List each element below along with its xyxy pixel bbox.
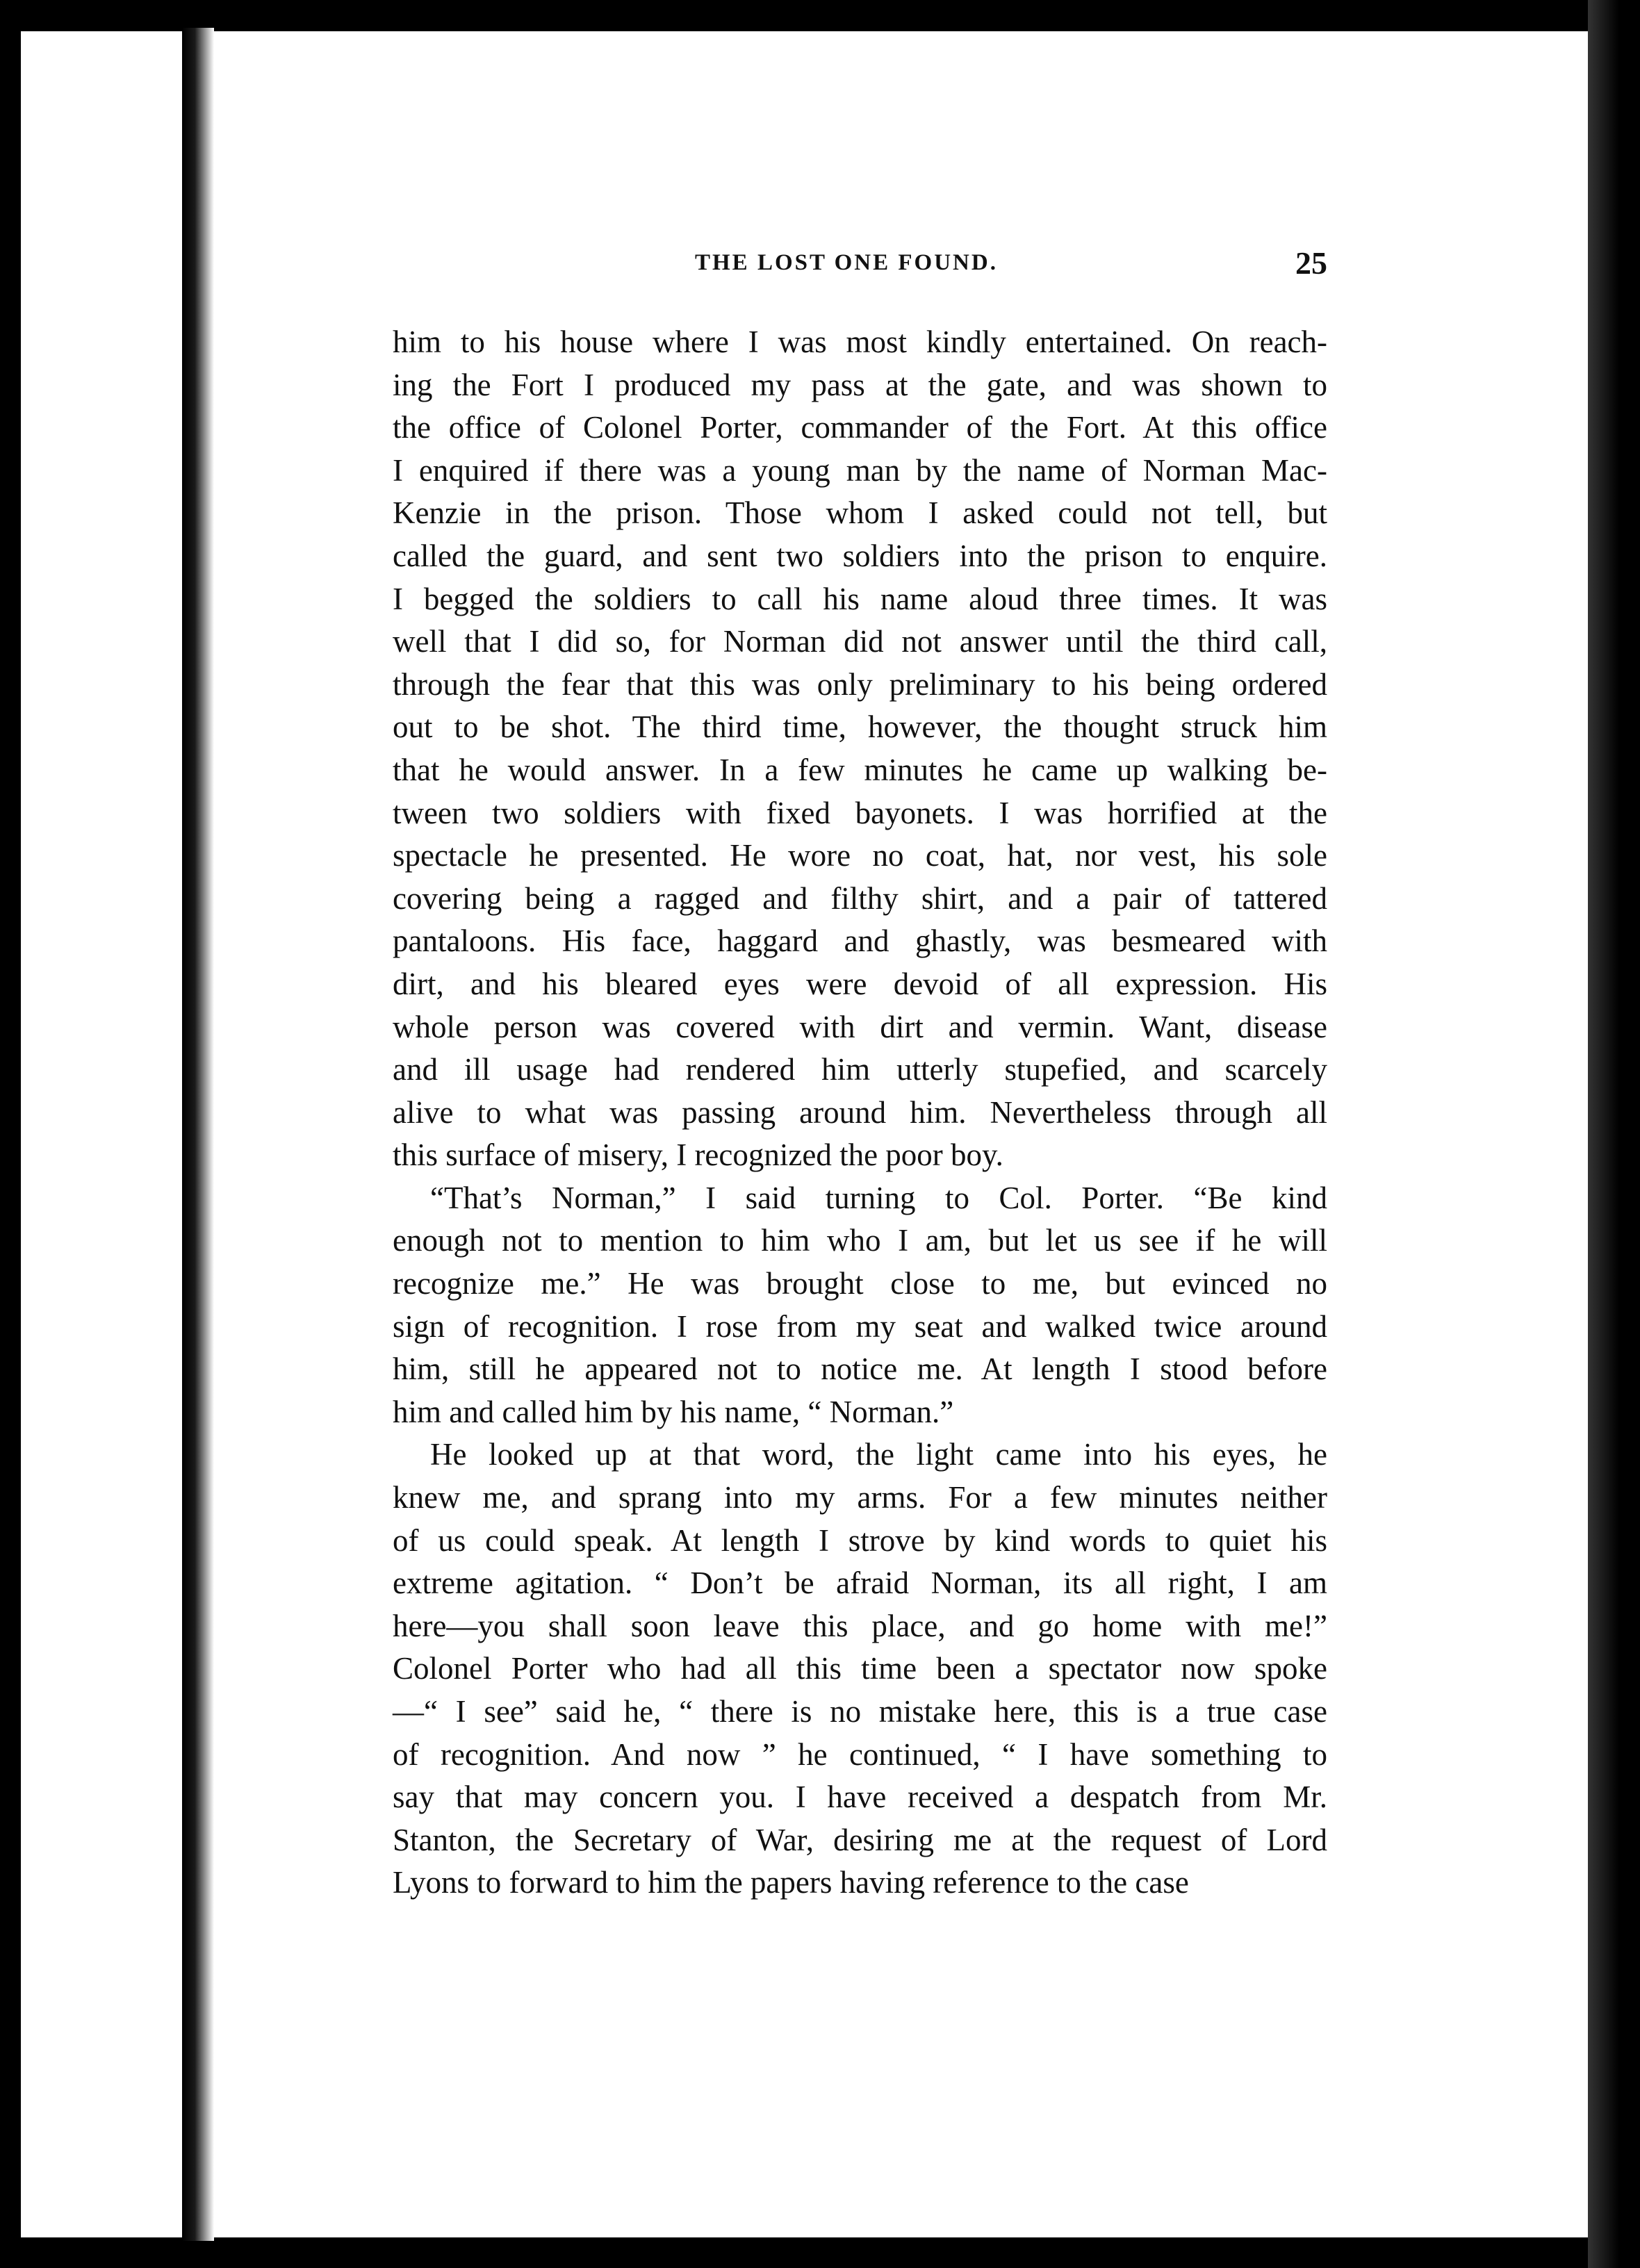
text-line: tween two soldiers with fixed bayonets. I was horrified at the — [393, 795, 1327, 830]
book-gutter — [182, 28, 214, 2241]
text-line: well that I did so, for Norman did not answer until the third call, — [393, 624, 1327, 659]
left-scan-edge — [0, 0, 21, 2268]
text-line: “That’s Norman,” I said turning to Col. Porter. “Be kind — [430, 1180, 1327, 1215]
body-text — [393, 321, 1327, 1905]
text-line: Stanton, the Secretary of War, desiring me at the request of Lord — [393, 1822, 1327, 1857]
text-line: called the guard, and sent two soldiers into the prison to enquire. — [393, 538, 1327, 573]
page-number: 25 — [1295, 245, 1327, 281]
text-line: recognize me.” He was brought close to me, but evinced no — [393, 1266, 1327, 1301]
text-line: that he would answer. In a few minutes he came up walking be- — [393, 752, 1327, 787]
text-line: and ill usage had rendered him utterly stupefied, and scarcely — [393, 1052, 1327, 1087]
running-header — [389, 245, 1327, 292]
text-line: this surface of misery, I recognized the poor boy. — [393, 1137, 1003, 1173]
text-line: the office of Colonel Porter, commander of the Fort. At this office — [393, 410, 1327, 445]
text-line: through the fear that this was only preliminary to his being ordered — [393, 666, 1327, 702]
running-title: THE LOST ONE FOUND. — [695, 250, 998, 275]
text-line: enough not to mention to him who I am, but let us see if he will — [393, 1223, 1327, 1258]
text-line: alive to what was passing around him. Nevertheless through all — [393, 1094, 1327, 1130]
text-line: He looked up at that word, the light came into his eyes, he — [430, 1437, 1327, 1472]
text-line: him and called him by his name, “ Norman.” — [393, 1394, 954, 1429]
text-line: sign of recognition. I rose from my seat and walked twice around — [393, 1308, 1327, 1344]
text-line: spectacle he presented. He wore no coat, hat, nor vest, his sole — [393, 838, 1327, 873]
text-line: him, still he appeared not to notice me. At length I stood before — [393, 1351, 1327, 1387]
right-page-edge — [1588, 0, 1640, 2268]
text-line: —“ I see” said he, “ there is no mistake here, this is a true case — [393, 1694, 1327, 1729]
text-line: Colonel Porter who had all this time been a spectator now spoke — [393, 1651, 1327, 1686]
text-line: I begged the soldiers to call his name aloud three times. It was — [393, 581, 1327, 616]
text-line: of recognition. And now ” he continued, “ I have something to — [393, 1736, 1327, 1772]
text-line: say that may concern you. I have received a despatch from Mr. — [393, 1780, 1327, 1815]
paragraph — [393, 321, 1327, 1177]
text-line: I enquired if there was a young man by the name of Norman Mac- — [393, 452, 1327, 488]
text-line: Lyons to forward to him the papers having reference to the case — [393, 1865, 1189, 1900]
text-line: extreme agitation. “ Don’t be afraid Norman, its all right, I am — [393, 1566, 1327, 1601]
paragraph — [393, 1177, 1327, 1434]
text-line: pantaloons. His face, haggard and ghastly, was besmeared with — [393, 923, 1327, 959]
text-line: out to be shot. The third time, however, the thought struck him — [393, 709, 1327, 745]
paragraph — [393, 1433, 1327, 1905]
text-line: ing the Fort I produced my pass at the gate, and was shown to — [393, 367, 1327, 402]
text-line: Kenzie in the prison. Those whom I asked could not tell, but — [393, 495, 1327, 531]
text-line: dirt, and his bleared eyes were devoid of all expression. His — [393, 966, 1327, 1001]
text-line: him to his house where I was most kindly entertained. On reach- — [393, 324, 1327, 359]
text-line: covering being a ragged and filthy shirt, and a pair of tattered — [393, 880, 1327, 916]
text-line: knew me, and sprang into my arms. For a few minutes neither — [393, 1480, 1327, 1515]
text-line: of us could speak. At length I strove by kind words to quiet his — [393, 1522, 1327, 1558]
facing-page-margin — [0, 31, 182, 2237]
text-line: whole person was covered with dirt and vermin. Want, disease — [393, 1009, 1327, 1044]
text-line: here—you shall soon leave this place, and go home with me!” — [393, 1608, 1327, 1643]
